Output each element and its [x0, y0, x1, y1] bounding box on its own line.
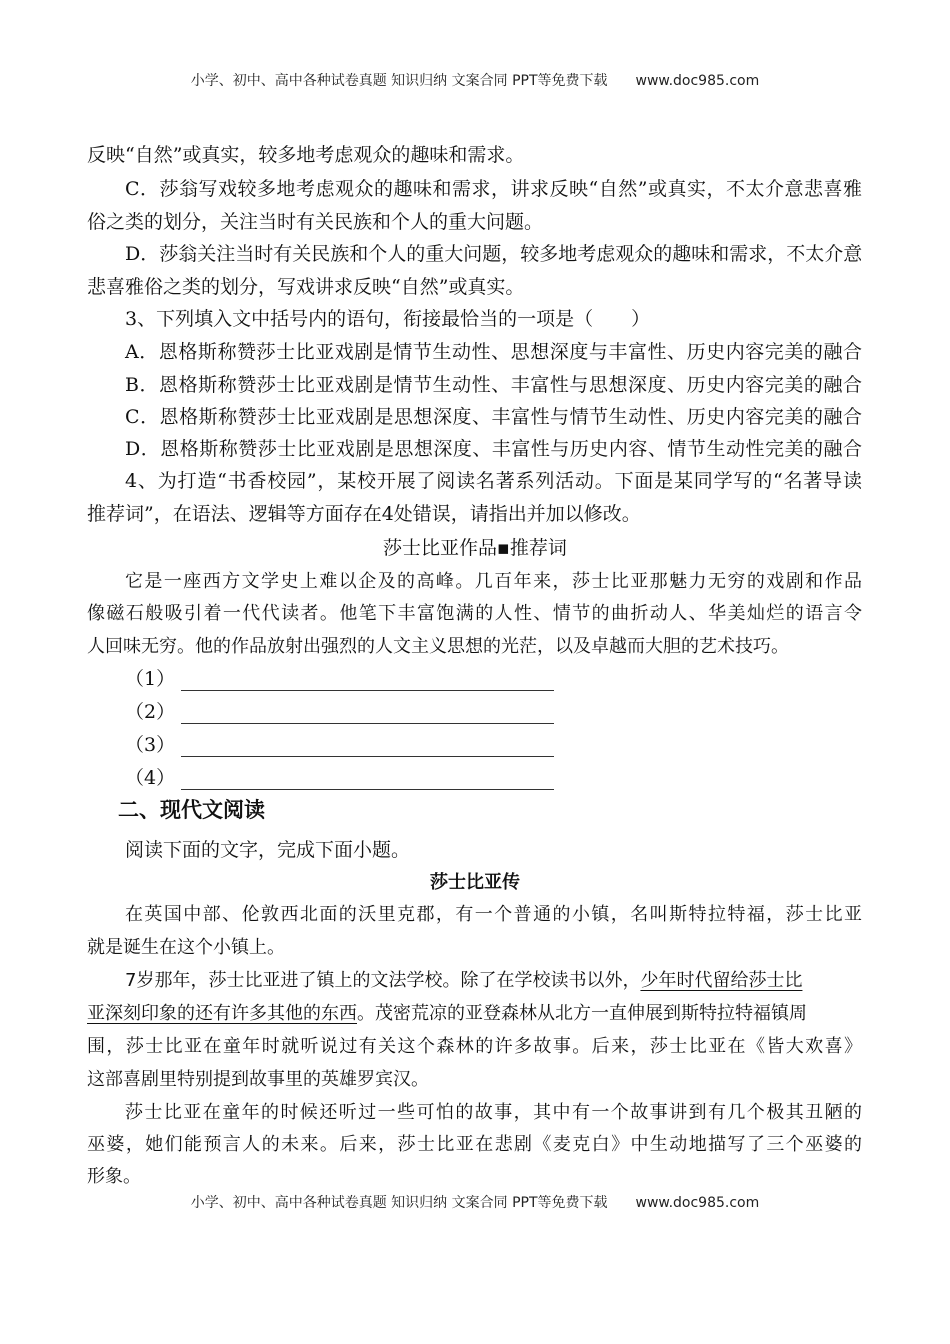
- option-b-continuation: 反映“自然”或真实，较多地考虑观众的趣味和需求。: [87, 144, 525, 166]
- recommendation-line3: 人回味无穷。他的作品放射出强烈的人文主义思想的光茫，以及卓越而大胆的艺术技巧。: [87, 636, 789, 657]
- answer-blank[interactable]: [181, 672, 554, 691]
- answer-label: （4）: [125, 767, 176, 789]
- passage-p3-line1: 莎士比亚在童年的时候还听过一些可怕的故事，其中有一个故事讲到有几个极其丑陋的: [125, 1102, 862, 1123]
- passage-p1-line2: 就是诞生在这个小镇上。: [87, 937, 285, 958]
- header-url: www.doc985.com: [635, 73, 760, 89]
- question-4-stem-line2: 推荐词”，在语法、逻辑等方面存在4处错误，请指出并加以修改。: [87, 503, 641, 525]
- section-instruction: 阅读下面的文字，完成下面小题。: [125, 839, 411, 861]
- footer-url: www.doc985.com: [635, 1195, 760, 1211]
- option-c-line1: C．莎翁写戏较多地考虑观众的趣味和需求，讲求反映“自然”或真实，不太介意悲喜雅: [125, 178, 862, 200]
- page-header: [0, 70, 950, 90]
- passage-p2-line1: [125, 969, 862, 993]
- q3-option-b: B．恩格斯称赞莎士比亚戏剧是情节生动性、丰富性与思想深度、历史内容完美的融合: [125, 374, 862, 396]
- passage-p1-line1: 在英国中部、伦敦西北面的沃里克郡，有一个普通的小镇，名叫斯特拉特福，莎士比亚: [125, 904, 862, 925]
- answer-line-1[interactable]: [125, 667, 900, 691]
- answer-line-2[interactable]: [125, 700, 900, 724]
- answer-label: （2）: [125, 701, 176, 723]
- answer-blank[interactable]: [181, 705, 554, 724]
- section-heading: 二、现代文阅读: [118, 798, 265, 822]
- passage-p2-line3: 围，莎士比亚在童年时就听说过有关这个森林的许多故事。后来，莎士比亚在《皆大欢喜》: [87, 1036, 862, 1057]
- recommendation-title: 莎士比亚作品▪推荐词: [383, 537, 567, 559]
- footer-text: 小学、初中、高中各种试卷真题 知识归纳 文案合同 PPT等免费下载: [190, 1195, 608, 1211]
- underlined-sentence: 亚深刻印象的还有许多其他的东西: [87, 1003, 357, 1024]
- question-3-stem: 3、下列填入文中括号内的语句，衔接最恰当的一项是（ ）: [125, 308, 651, 330]
- underlined-sentence: 少年时代留给莎士比: [640, 970, 803, 991]
- text: 。茂密荒凉的亚登森林从北方一直伸展到斯特拉特福镇周: [357, 1003, 807, 1024]
- q3-option-c: C．恩格斯称赞莎士比亚戏剧是思想深度、丰富性与情节生动性、历史内容完美的融合: [125, 406, 862, 428]
- question-4-stem-line1: 4、为打造“书香校园”，某校开展了阅读名著系列活动。下面是某同学写的“名著导读: [125, 470, 862, 492]
- passage-p2-line4: 这部喜剧里特别提到故事里的英雄罗宾汉。: [87, 1069, 429, 1090]
- answer-blank[interactable]: [181, 738, 554, 757]
- recommendation-line2: 像磁石般吸引着一代代读者。他笔下丰富饱满的人性、情节的曲折动人、华美灿烂的语言令: [87, 603, 862, 624]
- recommendation-line1: 它是一座西方文学史上难以企及的高峰。几百年来，莎士比亚那魅力无穷的戏剧和作品: [125, 571, 862, 592]
- passage-p3-line3: 形象。: [87, 1166, 141, 1187]
- answer-line-3[interactable]: [125, 733, 900, 757]
- option-d-line2: 悲喜雅俗之类的划分，写戏讲求反映“自然”或真实。: [87, 276, 525, 298]
- passage-p2-line2: [87, 1002, 862, 1026]
- page-footer: [0, 1192, 950, 1212]
- text: 7岁那年，莎士比亚进了镇上的文法学校。除了在学校读书以外，: [125, 970, 641, 991]
- passage-p3-line2: 巫婆，她们能预言人的未来。后来，莎士比亚在悲剧《麦克白》中生动地描写了三个巫婆的: [87, 1134, 862, 1155]
- option-c-line2: 俗之类的划分，关注当时有关民族和个人的重大问题。: [87, 211, 544, 233]
- answer-label: （1）: [125, 668, 176, 690]
- option-d-line1: D．莎翁关注当时有关民族和个人的重大问题，较多地考虑观众的趣味和需求，不太介意: [125, 243, 863, 265]
- answer-blank[interactable]: [181, 771, 554, 790]
- passage-title: 莎士比亚传: [430, 872, 520, 893]
- answer-line-4[interactable]: [125, 766, 900, 790]
- answer-label: （3）: [125, 734, 176, 756]
- q3-option-a: A．恩格斯称赞莎士比亚戏剧是情节生动性、思想深度与丰富性、历史内容完美的融合: [125, 341, 862, 363]
- header-text: 小学、初中、高中各种试卷真题 知识归纳 文案合同 PPT等免费下载: [190, 73, 608, 89]
- q3-option-d: D．恩格斯称赞莎士比亚戏剧是思想深度、丰富性与历史内容、情节生动性完美的融合: [125, 438, 862, 460]
